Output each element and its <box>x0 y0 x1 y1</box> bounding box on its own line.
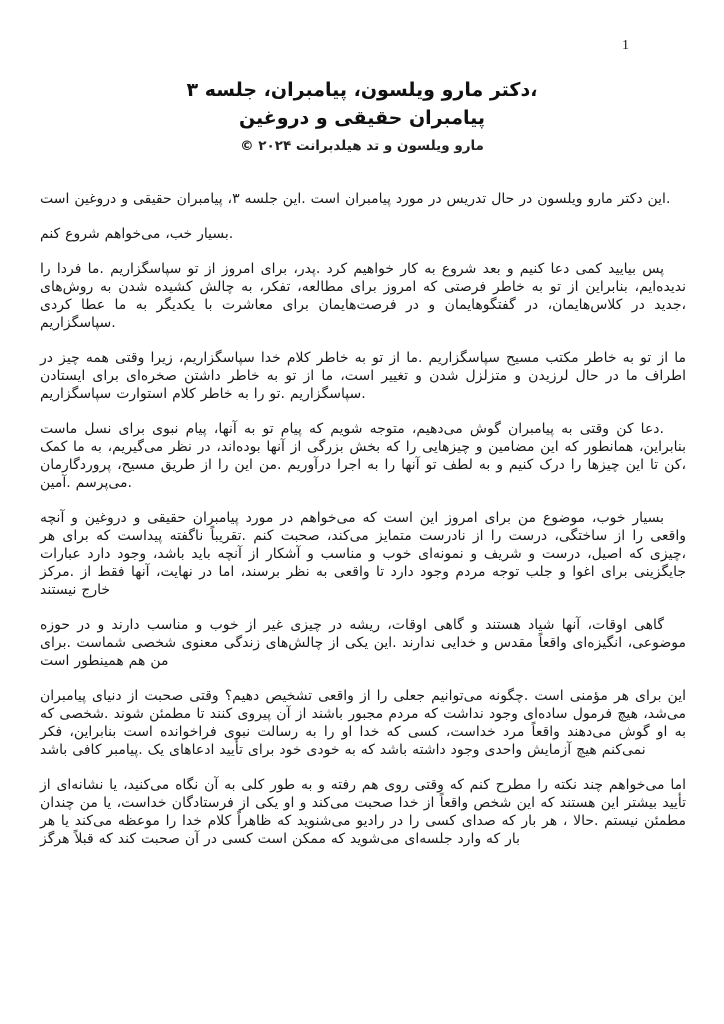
document-header <box>0 76 724 156</box>
body-paragraph: این برای هر مؤمنی است .چگونه می‌توانیم جعلی را از واقعی تشخیص دهیم؟ وقتی صحبت از دنیای پیامبران می‌شد، هیچ فرمول ساده‌ای وجود نداشت که مردم مجبور باشند از آن پیروی کنند تا مطمئن شوند .شخصی که به او گوش می‌دهند واقعاً مرد خداست، کسی که خدا او را به رسالت نبوی فراخوانده است بنابراین، فکر نمی‌کنم هیچ آزمایش واحدی وجود داشته باشد که به خودی خود برای تأیید ادعاهای یک .پیامبر کافی باشد <box>40 688 686 758</box>
body-paragraph: .این دکتر مارو ویلسون در حال تدریس در مورد پیامبران است .این جلسه ۳، پیامبران حقیقی و دروغین است <box>40 191 671 207</box>
body-paragraph: .بسیار خب، می‌خواهم شروع کنم <box>40 226 234 242</box>
body-paragraph: پس بیایید کمی دعا کنیم و بعد شروع به کار خواهیم کرد .پدر، برای امروز از تو سپاسگزاریم .ما فردا را ندیده‌ایم، بنابراین از تو به خاطر فرصتی که امروز برای مطالعه، تفکر، به چالش کشیده شدن به روش‌های ،جدید در کلاس‌هایمان، در گفتگوهایمان و در فرصت‌هایمان برای معاشرت با یکدیگر به ما عطا کردی .سپاسگزاریم <box>40 261 686 331</box>
body-paragraph: ما از تو به خاطر مکتب مسیح سپاسگزاریم .ما از تو به خاطر کلام خدا سپاسگزاریم، زیرا وقتی همه چیز در اطراف ما در حال لرزیدن و متزلزل شدن و تغییر است، ما از تو به خاطر داشتن صخره‌ای برای ایستادن .سپاسگزاریم .تو را به خاطر کلام استوارت سپاسگزاریم <box>40 350 686 402</box>
document-body <box>40 190 686 848</box>
body-paragraph: گاهی اوقات، آنها شیاد هستند و گاهی اوقات، ریشه در چیزی غیر از خوب و مناسب دارند و در حوزه موضوعی، انگیزه‌ای واقعاً مقدس و خدایی ندارند .این یکی از چالش‌های زندگی معنوی شخصی شماست .برای من هم همینطور است <box>40 617 686 669</box>
document-title-line1: ،دکتر مارو ویلسون، پیامبران، جلسه ۳ <box>186 79 538 101</box>
page-number: 1 <box>622 38 629 53</box>
body-paragraph: بسیار خوب، موضوع من برای امروز این است که می‌خواهم در مورد پیامبران حقیقی و دروغین و آنچه واقعی را از ساختگی، درست را از نادرست متمایز می‌کند، صحبت کنم .تقریباً ناگفته پیداست که برای هر ،چیزی که اصیل، درست و شریف و نمونه‌ای خوب و مناسب و آشکار از آنچه باید باشد، وجود دارد عبارات جایگزینی برای اغوا و جلب توجه مردم وجود دارد تا واقعی به نظر برسند، اما در نهایت، آنها فقط از .مرکز خارج نیستند <box>40 510 686 598</box>
body-paragraph: اما می‌خواهم چند نکته را مطرح کنم که وقتی روی هم رفته و به طور کلی به آن نگاه می‌کنید، یا نشانه‌ای از تأیید بیشتر این هستند که این شخص واقعاً از خدا صحبت می‌کند و او یکی از فرستادگان خداست، یا من چندان مطمئن نیستم .حالا ، هر بار که صدای کسی را در رادیو می‌شنوید که ظاهراً کلام خدا را موعظه می‌کند یا هر بار که وارد جلسه‌ای می‌شوید که ممکن است کسی در آن صحبت کند که قبلاً هرگز <box>40 777 686 847</box>
document-byline: مارو ویلسون و تد هیلدبرانت ۲۰۲۴ © <box>240 138 484 154</box>
body-paragraph: .دعا کن وقتی به پیامبران گوش می‌دهیم، متوجه شویم که پیام تو به آنها، پیام نبوی برای نسل ماست بنابراین، همانطور که این مضامین و چیزهایی را که بخش بزرگی از آنها بوده‌اند، در نظر می‌گیریم، به ما کمک ،کن تا این چیزها را درک کنیم و به لطف تو آنها را به اجرا درآوریم .من این را از طریق مسیح، پروردگارمان .می‌پرسم .آمین <box>40 421 686 491</box>
document-title-line2: پیامبران حقیقی و دروغین <box>238 107 486 129</box>
